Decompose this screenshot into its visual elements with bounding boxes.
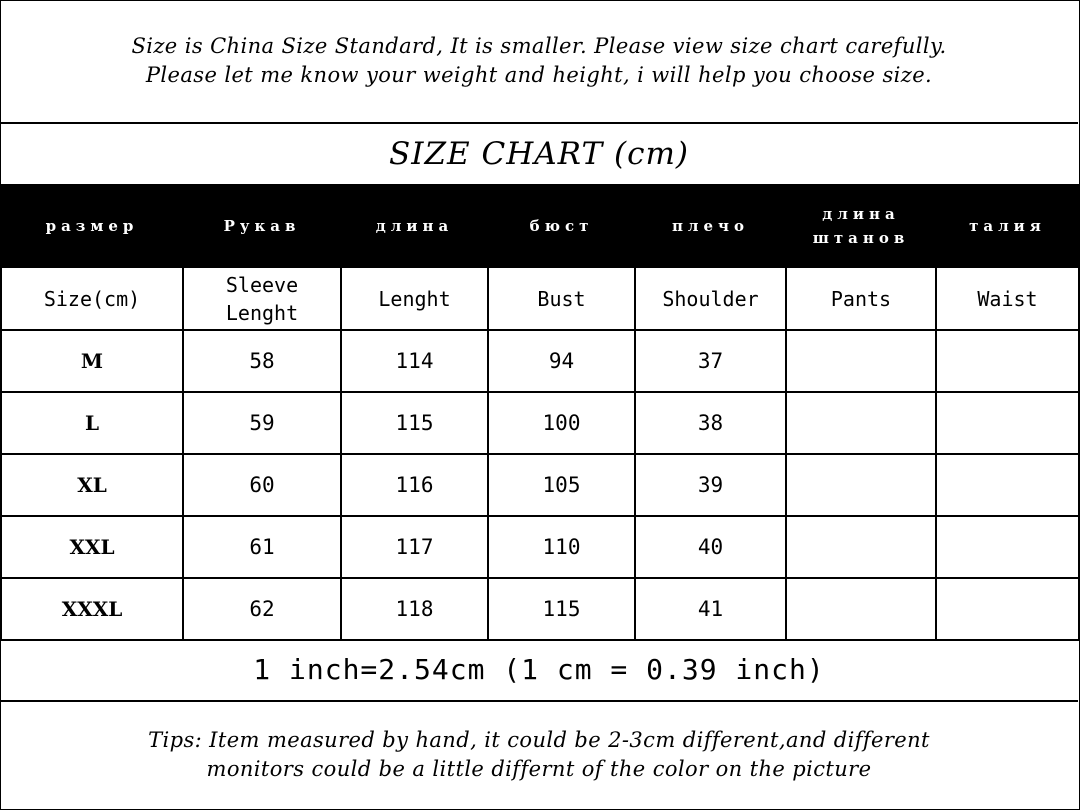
header-ru-pants: длина штанов <box>786 185 936 267</box>
header-ru-sleeve: Рукав <box>183 185 341 267</box>
tips-line-1: Tips: Item measured by hand, it could be 2-3cm different,and different <box>148 728 930 752</box>
unit-conversion-note: 1 inch=2.54cm (1 cm = 0.39 inch) <box>0 638 1078 702</box>
cell-size: XXL <box>1 516 183 578</box>
cell-bust: 105 <box>488 454 635 516</box>
cell-sleeve: 61 <box>183 516 341 578</box>
cell-length: 116 <box>341 454 488 516</box>
cell-waist <box>936 578 1079 640</box>
header-ru-shoulder: плечо <box>635 185 786 267</box>
cell-size: L <box>1 392 183 454</box>
cell-length: 117 <box>341 516 488 578</box>
table-row <box>1 578 1079 640</box>
cell-sleeve: 58 <box>183 330 341 392</box>
cell-pants <box>786 392 936 454</box>
header-en-length: Lenght <box>341 267 488 330</box>
cell-waist <box>936 454 1079 516</box>
header-en-waist: Waist <box>936 267 1079 330</box>
cell-sleeve: 60 <box>183 454 341 516</box>
cell-shoulder: 39 <box>635 454 786 516</box>
tips-line-2: monitors could be a little differnt of the color on the picture <box>206 757 872 781</box>
header-ru-length: длина <box>341 185 488 267</box>
header-en-size: Size(cm) <box>1 267 183 330</box>
cell-pants <box>786 330 936 392</box>
cell-pants <box>786 578 936 640</box>
header-ru-size: размер <box>1 185 183 267</box>
header-row-english <box>1 267 1079 330</box>
table-row <box>1 330 1079 392</box>
cell-waist <box>936 516 1079 578</box>
cell-shoulder: 38 <box>635 392 786 454</box>
cell-shoulder: 41 <box>635 578 786 640</box>
intro-line-2: Please let me know your weight and height, i will help you choose size. <box>145 63 933 87</box>
header-en-shoulder: Shoulder <box>635 267 786 330</box>
size-table <box>0 184 1080 641</box>
cell-shoulder: 37 <box>635 330 786 392</box>
cell-bust: 100 <box>488 392 635 454</box>
cell-pants <box>786 454 936 516</box>
cell-sleeve: 59 <box>183 392 341 454</box>
table-row <box>1 454 1079 516</box>
tips-note <box>0 702 1078 808</box>
cell-length: 118 <box>341 578 488 640</box>
cell-size: M <box>1 330 183 392</box>
header-ru-waist: талия <box>936 185 1079 267</box>
cell-pants <box>786 516 936 578</box>
cell-shoulder: 40 <box>635 516 786 578</box>
cell-size: XXXL <box>1 578 183 640</box>
cell-length: 114 <box>341 330 488 392</box>
cell-bust: 115 <box>488 578 635 640</box>
table-row <box>1 392 1079 454</box>
table-row <box>1 516 1079 578</box>
header-en-sleeve: Sleeve Lenght <box>183 267 341 330</box>
header-en-bust: Bust <box>488 267 635 330</box>
header-row-russian <box>1 185 1079 267</box>
header-ru-bust: бюст <box>488 185 635 267</box>
cell-size: XL <box>1 454 183 516</box>
cell-bust: 110 <box>488 516 635 578</box>
cell-length: 115 <box>341 392 488 454</box>
intro-note <box>0 0 1078 124</box>
chart-title: SIZE CHART (cm) <box>389 136 689 172</box>
cell-sleeve: 62 <box>183 578 341 640</box>
cell-bust: 94 <box>488 330 635 392</box>
intro-line-1: Size is China Size Standard, It is smaller. Please view size chart carefully. <box>131 34 947 58</box>
header-en-pants: Pants <box>786 267 936 330</box>
cell-waist <box>936 392 1079 454</box>
cell-waist <box>936 330 1079 392</box>
